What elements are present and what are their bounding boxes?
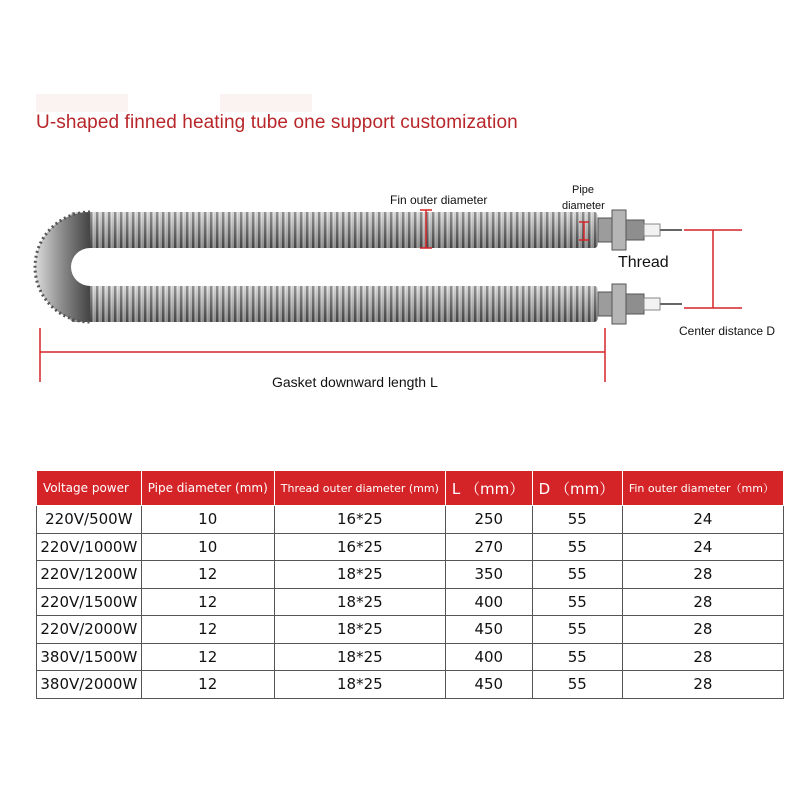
cell-center-distance: 55 — [532, 671, 622, 699]
cell-length: 400 — [445, 588, 532, 616]
cell-pipe-diameter: 12 — [141, 616, 274, 644]
cell-length: 450 — [445, 671, 532, 699]
header-length: L （mm） — [445, 471, 532, 506]
page-title: U-shaped finned heating tube one support customization — [36, 112, 518, 133]
cell-voltage: 220V/1500W — [37, 588, 142, 616]
table-row — [37, 506, 784, 534]
header-center-distance: D （mm） — [532, 471, 622, 506]
table-row — [37, 588, 784, 616]
cell-length: 400 — [445, 643, 532, 671]
cell-length: 350 — [445, 561, 532, 589]
cell-pipe-diameter: 12 — [141, 671, 274, 699]
cell-fin-diameter: 28 — [622, 616, 783, 644]
cell-thread: 16*25 — [274, 533, 445, 561]
table-row — [37, 671, 784, 699]
faded-header-watermark — [36, 94, 496, 112]
cell-fin-diameter: 28 — [622, 671, 783, 699]
bottom-finned-tube — [70, 286, 598, 322]
cell-pipe-diameter: 12 — [141, 588, 274, 616]
header-voltage-power: Voltage power — [37, 471, 142, 506]
spec-table — [36, 470, 784, 699]
cell-fin-diameter: 28 — [622, 643, 783, 671]
table-header-row — [37, 471, 784, 506]
cell-voltage: 220V/2000W — [37, 616, 142, 644]
center-distance-label: Center distance D — [679, 324, 776, 338]
table-row — [37, 533, 784, 561]
cell-center-distance: 55 — [532, 643, 622, 671]
cell-thread: 18*25 — [274, 588, 445, 616]
cell-voltage: 220V/1200W — [37, 561, 142, 589]
cell-fin-diameter: 28 — [622, 561, 783, 589]
thread-label: Thread — [618, 254, 669, 271]
table-row — [37, 616, 784, 644]
cell-length: 250 — [445, 506, 532, 534]
cell-center-distance: 55 — [532, 616, 622, 644]
table-row — [37, 561, 784, 589]
cell-center-distance: 55 — [532, 588, 622, 616]
header-fin-diameter: Fin outer diameter（mm） — [622, 471, 783, 506]
cell-voltage: 380V/2000W — [37, 671, 142, 699]
cell-thread: 18*25 — [274, 671, 445, 699]
fin-outer-diameter-label: Fin outer diameter — [390, 193, 488, 207]
cell-fin-diameter: 28 — [622, 588, 783, 616]
cell-thread: 18*25 — [274, 643, 445, 671]
cell-pipe-diameter: 12 — [141, 561, 274, 589]
center-distance-marker — [684, 230, 742, 308]
cell-center-distance: 55 — [532, 506, 622, 534]
bottom-fitting — [598, 284, 682, 324]
cell-fin-diameter: 24 — [622, 533, 783, 561]
cell-pipe-diameter: 10 — [141, 506, 274, 534]
cell-voltage: 380V/1500W — [37, 643, 142, 671]
cell-thread: 18*25 — [274, 561, 445, 589]
cell-center-distance: 55 — [532, 533, 622, 561]
cell-pipe-diameter: 12 — [141, 643, 274, 671]
header-thread-diameter: Thread outer diameter (mm) — [274, 471, 445, 506]
cell-length: 270 — [445, 533, 532, 561]
u-bend — [35, 212, 90, 322]
cell-voltage: 220V/1000W — [37, 533, 142, 561]
cell-voltage: 220V/500W — [37, 506, 142, 534]
cell-thread: 18*25 — [274, 616, 445, 644]
cell-thread: 16*25 — [274, 506, 445, 534]
pipe-diameter-label-line2: diameter — [562, 200, 605, 212]
top-fitting — [598, 210, 682, 250]
cell-fin-diameter: 24 — [622, 506, 783, 534]
header-pipe-diameter: Pipe diameter (mm) — [141, 471, 274, 506]
cell-center-distance: 55 — [532, 561, 622, 589]
cell-pipe-diameter: 10 — [141, 533, 274, 561]
pipe-diameter-label-line1: Pipe — [572, 184, 595, 196]
gasket-length-label: Gasket downward length L — [272, 374, 438, 390]
top-finned-tube — [70, 212, 598, 248]
cell-length: 450 — [445, 616, 532, 644]
table-row — [37, 643, 784, 671]
